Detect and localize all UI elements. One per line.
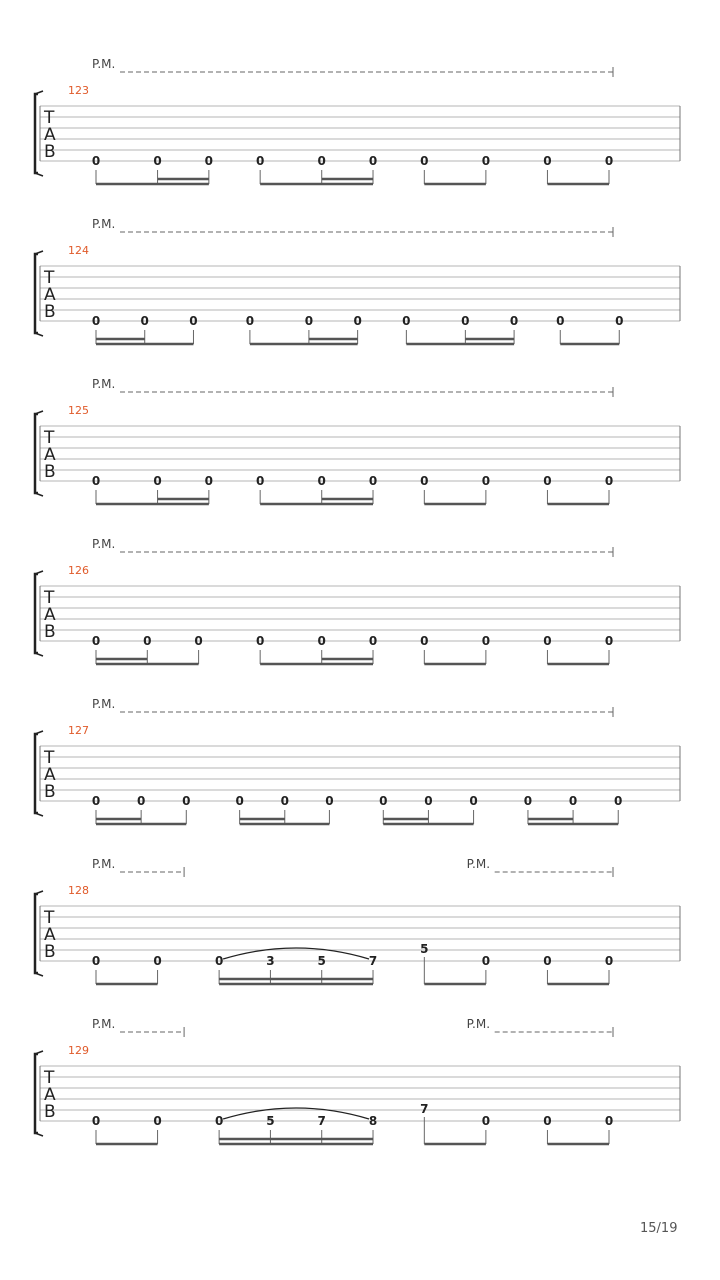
tab-clef-letter: B <box>44 462 56 482</box>
fret-number: 0 <box>604 154 614 168</box>
palm-mute-label: P.M. <box>466 857 491 871</box>
tab-system <box>35 857 680 984</box>
fret-number: 0 <box>420 154 429 168</box>
fret-number: 0 <box>214 1114 224 1128</box>
tab-clef-letter: B <box>44 302 56 322</box>
tab-clef-letter: T <box>44 108 55 128</box>
fret-number: 0 <box>91 954 101 968</box>
fret-number: 7 <box>317 1114 326 1128</box>
tab-clef-letter: T <box>44 1068 55 1088</box>
tab-system <box>35 377 680 504</box>
measure-number: 129 <box>68 1044 89 1057</box>
system-bracket <box>35 94 38 173</box>
palm-mute-label: P.M. <box>92 1017 116 1031</box>
tab-clef-letter: A <box>44 925 56 945</box>
measure-number: 124 <box>68 244 89 257</box>
fret-number: 0 <box>614 794 623 808</box>
fret-number: 0 <box>615 314 624 328</box>
fret-number: 0 <box>424 794 433 808</box>
fret-number: 0 <box>556 314 565 328</box>
fret-number: 0 <box>255 634 265 648</box>
fret-number: 0 <box>194 634 203 648</box>
fret-number: 0 <box>604 634 614 648</box>
palm-mute-label: P.M. <box>92 57 116 71</box>
fret-number: 0 <box>255 154 265 168</box>
tab-clef-letter: B <box>44 942 56 962</box>
fret-number: 0 <box>91 794 101 808</box>
fret-number: 0 <box>523 794 533 808</box>
tab-clef-letter: A <box>44 605 56 625</box>
fret-number: 5 <box>266 1114 275 1128</box>
fret-number: 0 <box>481 474 491 488</box>
fret-number: 0 <box>317 634 326 648</box>
fret-number: 0 <box>140 314 149 328</box>
fret-number: 0 <box>481 954 491 968</box>
fret-number: 0 <box>304 314 314 328</box>
fret-number: 0 <box>604 954 614 968</box>
fret-number: 0 <box>153 474 162 488</box>
fret-number: 0 <box>379 794 388 808</box>
fret-number: 7 <box>368 954 378 968</box>
fret-number: 0 <box>420 474 429 488</box>
fret-number: 0 <box>204 474 214 488</box>
fret-number: 0 <box>543 1114 552 1128</box>
fret-number: 0 <box>368 154 378 168</box>
fret-number: 0 <box>509 314 519 328</box>
fret-number: 0 <box>317 474 326 488</box>
fret-number: 5 <box>420 942 429 956</box>
tab-clef-letter: T <box>44 588 55 608</box>
system-bracket <box>35 254 38 333</box>
system-bracket <box>35 1054 38 1133</box>
fret-number: 0 <box>204 154 214 168</box>
fret-number: 0 <box>182 794 191 808</box>
tab-system <box>35 537 680 664</box>
fret-number: 0 <box>604 1114 614 1128</box>
tab-system <box>35 57 680 184</box>
fret-number: 0 <box>481 1114 491 1128</box>
measure-number: 128 <box>68 884 89 897</box>
tab-clef-letter: T <box>44 748 55 768</box>
measure-number: 126 <box>68 564 89 577</box>
palm-mute-label: P.M. <box>92 217 116 231</box>
measure-number: 125 <box>68 404 89 417</box>
fret-number: 0 <box>543 154 552 168</box>
palm-mute-label: P.M. <box>92 377 116 391</box>
fret-number: 0 <box>189 314 198 328</box>
tab-system <box>35 697 680 824</box>
fret-number: 5 <box>317 954 326 968</box>
fret-number: 0 <box>91 314 101 328</box>
system-bracket <box>35 414 38 493</box>
palm-mute-label: P.M. <box>92 697 116 711</box>
system-bracket <box>35 574 38 653</box>
fret-number: 0 <box>143 634 152 648</box>
fret-number: 0 <box>245 314 255 328</box>
tab-clef-letter: T <box>44 268 55 288</box>
fret-number: 0 <box>368 474 378 488</box>
fret-number: 0 <box>543 634 552 648</box>
fret-number: 0 <box>469 794 478 808</box>
tab-clef-letter: B <box>44 1102 56 1122</box>
fret-number: 0 <box>153 154 162 168</box>
fret-number: 0 <box>91 154 101 168</box>
fret-number: 0 <box>153 1114 162 1128</box>
tab-system <box>35 1017 680 1144</box>
fret-number: 0 <box>604 474 614 488</box>
tab-clef-letter: B <box>44 782 56 802</box>
fret-number: 0 <box>136 794 146 808</box>
palm-mute-label: P.M. <box>466 1017 491 1031</box>
fret-number: 0 <box>461 314 470 328</box>
fret-number: 0 <box>235 794 244 808</box>
fret-number: 0 <box>368 634 378 648</box>
fret-number: 0 <box>317 154 326 168</box>
fret-number: 0 <box>325 794 334 808</box>
fret-number: 0 <box>481 634 491 648</box>
fret-number: 0 <box>91 1114 101 1128</box>
page-number: 15/19 <box>640 1221 678 1236</box>
fret-number: 0 <box>353 314 362 328</box>
fret-number: 0 <box>420 634 429 648</box>
tab-clef-letter: A <box>44 445 56 465</box>
fret-number: 0 <box>255 474 265 488</box>
palm-mute-label: P.M. <box>92 857 116 871</box>
fret-number: 0 <box>91 474 101 488</box>
fret-number: 0 <box>568 794 578 808</box>
fret-number: 7 <box>420 1102 429 1116</box>
tab-clef-letter: A <box>44 765 56 785</box>
fret-number: 0 <box>214 954 224 968</box>
fret-number: 0 <box>280 794 289 808</box>
fret-number: 0 <box>402 314 411 328</box>
fret-number: 0 <box>153 954 162 968</box>
tab-clef-letter: B <box>44 142 56 162</box>
measure-number: 127 <box>68 724 89 737</box>
tab-clef-letter: A <box>44 1085 56 1105</box>
system-bracket <box>35 734 38 813</box>
fret-number: 0 <box>543 474 552 488</box>
tab-clef-letter: T <box>44 428 55 448</box>
tab-clef-letter: B <box>44 622 56 642</box>
fret-number: 3 <box>266 954 275 968</box>
tab-clef-letter: T <box>44 908 55 928</box>
tab-clef-letter: A <box>44 285 56 305</box>
fret-number: 0 <box>543 954 552 968</box>
palm-mute-label: P.M. <box>92 537 116 551</box>
fret-number: 0 <box>91 634 101 648</box>
fret-number: 8 <box>368 1114 378 1128</box>
tab-system <box>35 217 680 344</box>
system-bracket <box>35 894 38 973</box>
fret-number: 0 <box>481 154 491 168</box>
tab-clef-letter: A <box>44 125 56 145</box>
measure-number: 123 <box>68 84 89 97</box>
